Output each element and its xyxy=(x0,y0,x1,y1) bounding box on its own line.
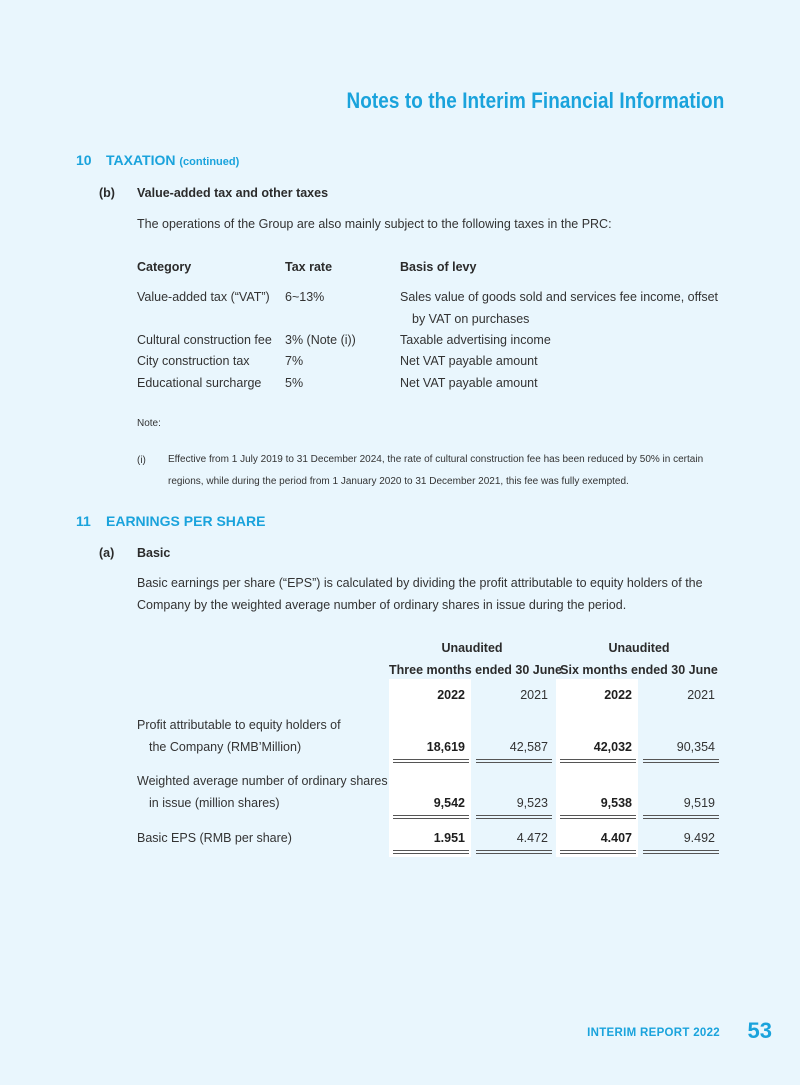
double-rule xyxy=(643,815,719,819)
tax-row-category: Educational surcharge xyxy=(137,376,262,390)
year-header: 2021 xyxy=(520,688,548,702)
section-title: TAXATION (continued) xyxy=(106,152,240,168)
double-rule xyxy=(476,759,552,763)
tax-row-category: Value-added tax (“VAT”) xyxy=(137,290,270,304)
note-i-text: Effective from 1 July 2019 to 31 December 2024, the rate of cultural construction fee has been reduced by 50% in certain regions, while during the period from 1 January 2020 to 31 December 2021, this fee was fully exempted. xyxy=(168,454,704,487)
eps-cell: 4.407 xyxy=(600,831,632,845)
tax-row-basis: Net VAT payable amount xyxy=(400,354,538,368)
double-rule xyxy=(393,815,469,819)
eps-row-label: Basic EPS (RMB per share) xyxy=(137,831,292,845)
tax-row-rate: 7% xyxy=(285,354,304,368)
tax-row-rate: 3% (Note (i)) xyxy=(285,333,356,347)
tax-row-category: Cultural construction fee xyxy=(137,333,272,347)
section-number: 10 xyxy=(76,152,92,168)
tax-header-basis: Basis of levy xyxy=(400,260,477,274)
double-rule xyxy=(393,759,469,763)
eps-cell: 9,523 xyxy=(516,796,548,810)
tax-row-category: City construction tax xyxy=(137,354,250,368)
group-period: Three months ended 30 June xyxy=(389,663,562,677)
double-rule xyxy=(560,759,636,763)
eps-row-label-continued: the Company (RMB’Million) xyxy=(149,740,302,754)
tax-row-basis: Sales value of goods sold and services fee income, offset xyxy=(400,290,719,304)
tax-row-rate: 6~13% xyxy=(285,290,325,304)
double-rule xyxy=(643,759,719,763)
eps-cell: 9.492 xyxy=(683,831,715,845)
double-rule xyxy=(393,850,469,854)
subsection-title: Basic xyxy=(137,546,171,560)
section-number: 11 xyxy=(76,513,91,529)
group-period: Six months ended 30 June xyxy=(560,663,718,677)
double-rule xyxy=(560,850,636,854)
eps-row-label-continued: in issue (million shares) xyxy=(149,796,280,810)
tax-row-rate: 5% xyxy=(285,376,304,390)
subsection-title: Value-added tax and other taxes xyxy=(137,186,329,200)
tax-header-rate: Tax rate xyxy=(285,260,333,274)
note-i-label: (i) xyxy=(137,455,146,466)
page-header-title: Notes to the Interim Financial Information xyxy=(346,88,724,113)
eps-cell: 1.951 xyxy=(433,831,465,845)
double-rule xyxy=(643,850,719,854)
year-header: 2022 xyxy=(437,688,465,702)
footer-report-name: INTERIM REPORT 2022 xyxy=(587,1027,720,1039)
subsection-label: (b) xyxy=(99,186,115,200)
eps-cell: 9,542 xyxy=(433,796,465,810)
page-number: 53 xyxy=(747,1018,772,1043)
eps-intro-paragraph: Basic earnings per share (“EPS”) is calculated by dividing the profit attributable to equity holders of the Company by the weighted average number of ordinary shares in issue during the period. xyxy=(137,576,703,612)
section-10-heading xyxy=(76,152,476,170)
subsection-b-heading xyxy=(99,186,499,204)
eps-cell: 42,032 xyxy=(593,740,632,754)
tax-row-basis: Taxable advertising income xyxy=(400,333,551,347)
note-label: Note: xyxy=(137,418,161,429)
continued-tag: (continued) xyxy=(179,156,240,168)
double-rule xyxy=(476,815,552,819)
tax-row-basis: Net VAT payable amount xyxy=(400,376,538,390)
eps-row-label: Weighted average number of ordinary shares xyxy=(137,774,388,788)
double-rule xyxy=(476,850,552,854)
section-11-heading xyxy=(76,513,476,531)
year-header: 2021 xyxy=(687,688,715,702)
eps-cell: 18,619 xyxy=(426,740,465,754)
eps-cell: 9,538 xyxy=(600,796,632,810)
eps-cell: 9,519 xyxy=(683,796,715,810)
subsection-a-heading xyxy=(99,546,499,564)
eps-cell: 90,354 xyxy=(676,740,715,754)
year-header: 2022 xyxy=(604,688,632,702)
tax-row-basis-continued: by VAT on purchases xyxy=(412,312,530,326)
group-status: Unaudited xyxy=(608,641,670,655)
section-title: EARNINGS PER SHARE xyxy=(106,513,266,529)
tax-intro-paragraph: The operations of the Group are also mainly subject to the following taxes in the PRC: xyxy=(137,217,612,231)
double-rule xyxy=(560,815,636,819)
group-status: Unaudited xyxy=(441,641,503,655)
eps-cell: 42,587 xyxy=(509,740,548,754)
eps-cell: 4.472 xyxy=(516,831,548,845)
eps-row-label: Profit attributable to equity holders of xyxy=(137,718,341,732)
tax-header-category: Category xyxy=(137,260,192,274)
subsection-label: (a) xyxy=(99,546,115,560)
